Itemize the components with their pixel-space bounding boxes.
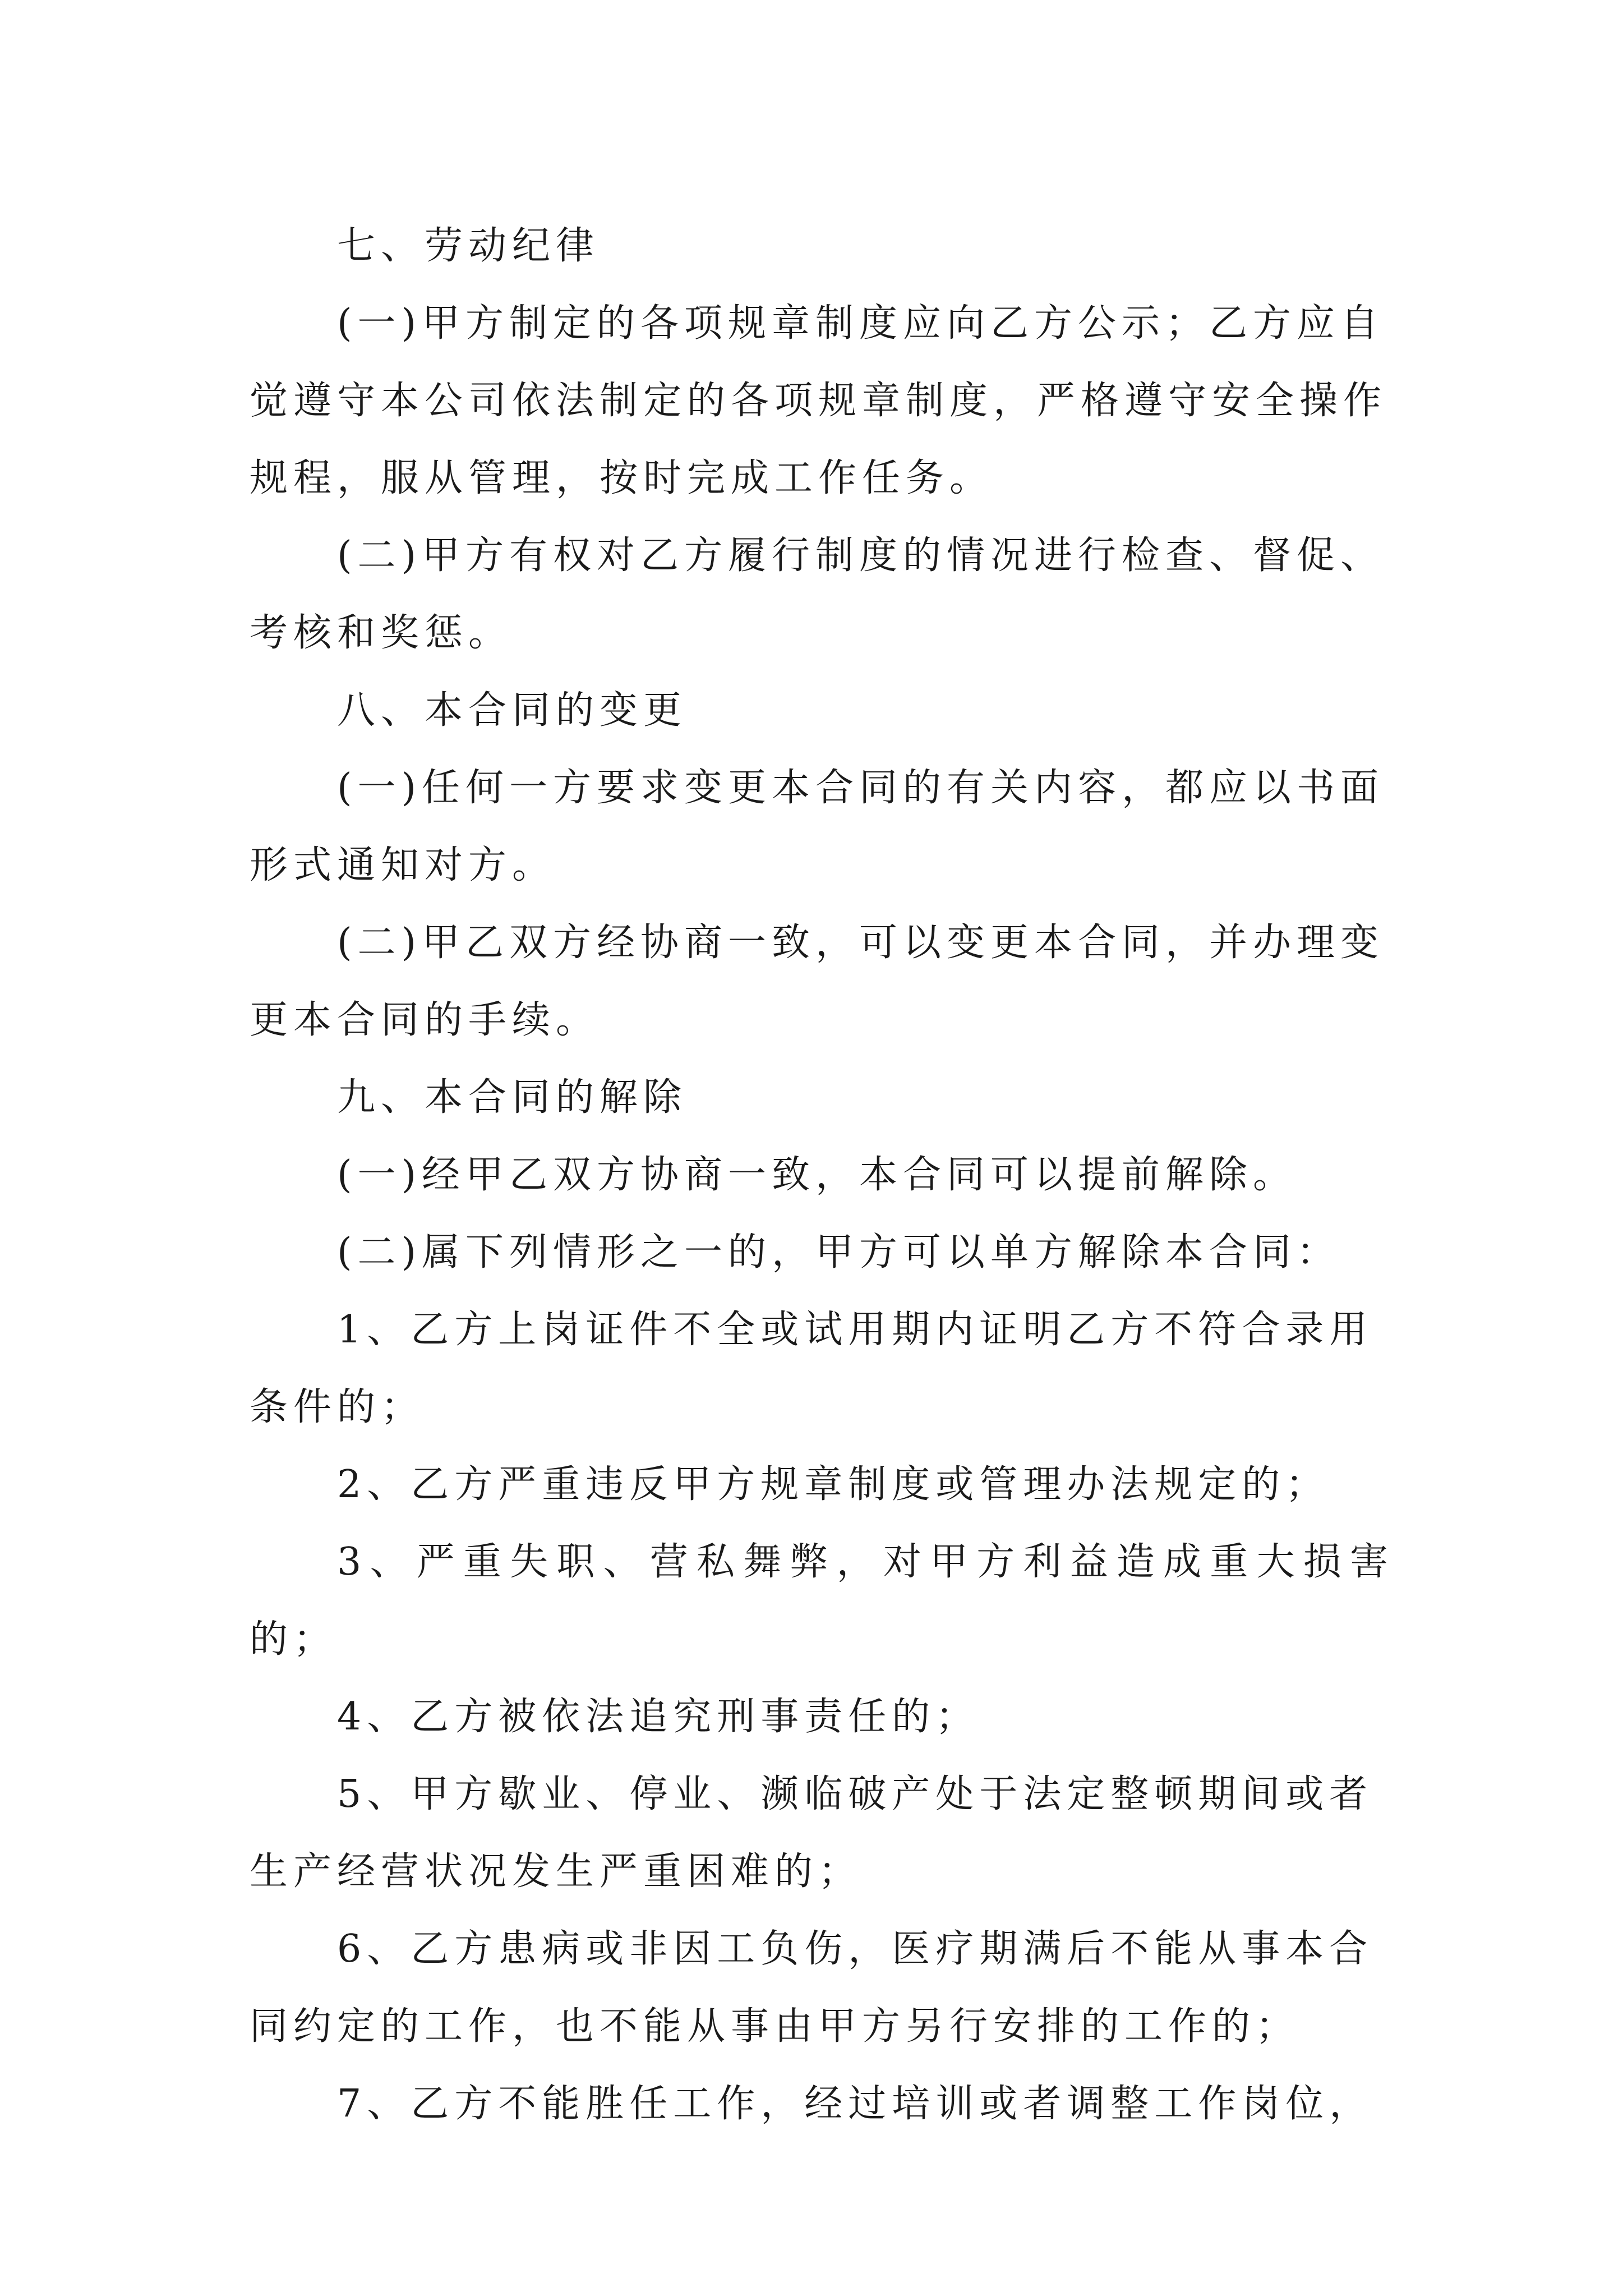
clause-paragraph <box>250 1214 1394 1291</box>
list-item <box>250 1446 1394 1524</box>
text-line: 九、本合同的解除 <box>337 1075 688 1120</box>
list-item <box>250 1756 1394 1911</box>
document-body <box>250 208 1394 2143</box>
text-line: 2、乙方严重违反甲方规章制度或管理办法规定的； <box>337 1462 1330 1507</box>
text-line: (一)任何一方要求变更本合同的有关内容，都应以书面 <box>337 766 1385 810</box>
text-line: 6、乙方患病或非因工负伤，医疗期满后不能从事本合 <box>337 1927 1373 1971</box>
text-line: (二)甲乙双方经协商一致，可以变更本合同，并办理变 <box>337 921 1385 965</box>
text-line: (二)属下列情形之一的，甲方可以单方解除本合同： <box>337 1230 1341 1274</box>
list-item <box>250 1291 1394 1446</box>
clause-paragraph <box>250 1137 1394 1214</box>
text-line: 规程，服从管理，按时完成工作任务。 <box>250 456 994 500</box>
text-line: 5、甲方歇业、停业、濒临破产处于法定整顿期间或者 <box>337 1772 1373 1816</box>
list-item <box>250 1524 1394 1678</box>
clause-paragraph <box>250 904 1394 1059</box>
text-line: 条件的； <box>250 1385 425 1429</box>
clause-paragraph <box>250 517 1394 672</box>
text-line: 七、劳动纪律 <box>337 224 600 268</box>
text-line: (二)甲方有权对乙方履行制度的情况进行检查、督促、 <box>337 533 1385 578</box>
text-line: 同约定的工作，也不能从事由甲方另行安排的工作的； <box>250 2004 1300 2049</box>
section-heading <box>250 672 1394 749</box>
text-line: 生产经营状况发生严重困难的； <box>250 1849 863 1894</box>
text-line: 7、乙方不能胜任工作，经过培训或者调整工作岗位， <box>337 2082 1373 2126</box>
clause-paragraph <box>250 749 1394 904</box>
text-line: 考核和奖惩。 <box>250 611 513 655</box>
section-heading <box>250 1059 1394 1137</box>
text-line: 更本合同的手续。 <box>250 998 600 1042</box>
text-line: 3、严重失职、营私舞弊，对甲方利益造成重大损害的； <box>250 1540 1394 1662</box>
text-line: 形式通知对方。 <box>250 843 556 887</box>
clause-paragraph <box>250 285 1394 517</box>
list-item <box>250 1678 1394 1756</box>
text-line: 4、乙方被依法追究刑事责任的； <box>337 1695 980 1739</box>
text-line: (一)甲方制定的各项规章制度应向乙方公示；乙方应自 <box>337 301 1385 346</box>
list-item <box>250 2065 1394 2143</box>
text-line: (一)经甲乙双方协商一致，本合同可以提前解除。 <box>337 1153 1297 1197</box>
list-item <box>250 1911 1394 2065</box>
text-line: 觉遵守本公司依法制定的各项规章制度，严格遵守安全操作 <box>250 379 1387 423</box>
text-line: 八、本合同的变更 <box>337 688 688 733</box>
text-line: 1、乙方上岗证件不全或试用期内证明乙方不符合录用 <box>337 1308 1373 1352</box>
section-heading <box>250 208 1394 285</box>
